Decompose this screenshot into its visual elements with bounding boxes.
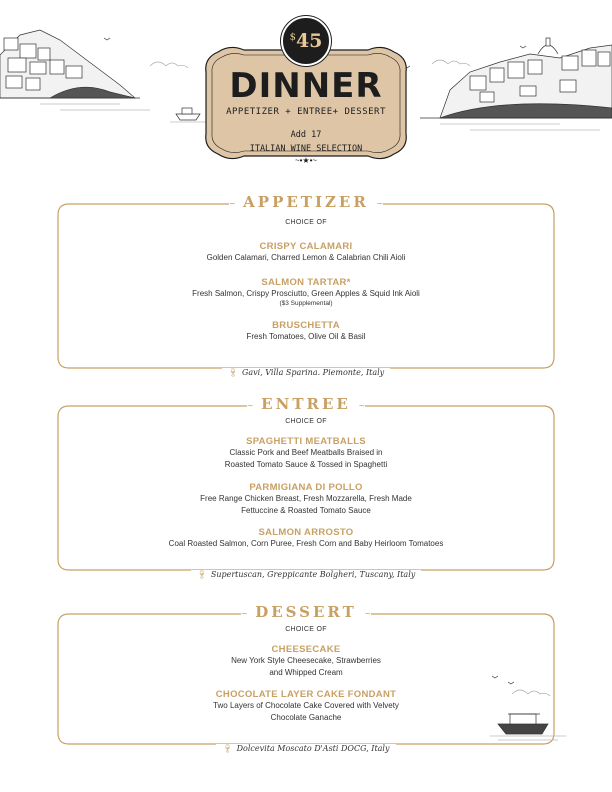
choice-label: CHOICE OF [285,626,327,633]
menu-item [57,436,555,471]
item-note: ($3 Supplemental) [279,300,333,307]
menu-item [57,527,555,550]
section-heading [57,193,555,212]
menu-subtitle: APPETIZER + ENTREE+ DESSERT [226,107,386,117]
item-desc: Chocolate Ganache [270,713,342,722]
scroll-ornament-icon: ~ [247,401,254,412]
scroll-ornament-icon: ~ [358,401,365,412]
item-desc: Golden Calamari, Charred Lemon & Calabrian Chili Aioli [206,253,406,262]
wine-text: Dolcevita Moscato D'Asti DOCG, Italy [236,744,390,753]
menu-item [57,320,555,343]
section-appetizer [57,193,555,377]
menu-item [57,277,555,307]
item-desc: Fresh Salmon, Crispy Prosciutto, Green Apples & Squid Ink Aioli [192,289,420,298]
section-title: DESSERT [247,603,365,621]
wine-pairing [57,362,555,380]
section-dessert [57,603,555,753]
wine-addon [196,128,416,156]
item-desc: and Whipped Cream [269,668,343,677]
item-name: SPAGHETTI MEATBALLS [246,436,366,447]
wine-text: Gavi, Villa Sparina. Piemonte, Italy [241,368,385,377]
choice-label: CHOICE OF [285,219,327,226]
wine-glass-icon: 🍷︎ [227,368,238,377]
item-desc: Fettuccine & Roasted Tomato Sauce [241,506,371,515]
item-desc: Fresh Tomatoes, Olive Oil & Basil [246,332,366,341]
menu-item [57,689,555,724]
addon-price: Add 17 [290,130,322,140]
choice-label: CHOICE OF [285,418,327,425]
section-entree [57,395,555,579]
wine-glass-icon: 🍷︎ [196,570,207,579]
addon-label: ITALIAN WINE SELECTION [249,144,363,154]
menu-item [57,644,555,679]
scroll-ornament-icon: ~ [241,609,248,620]
menu-item [57,482,555,517]
section-title: APPETIZER [235,193,377,211]
wine-text: Supertuscan, Greppicante Bolgheri, Tuscany, Italy [210,570,416,579]
item-desc: Classic Pork and Beef Meatballs Braised in [229,448,383,457]
section-heading [57,395,555,414]
boat-illustration [488,672,568,742]
scroll-ornament-icon: ~ [229,199,236,210]
menu-item [57,241,555,264]
item-desc: New York Style Cheesecake, Strawberries [231,656,381,665]
item-name: SALMON ARROSTO [258,527,354,538]
scroll-ornament-icon: ~ [364,609,371,620]
menu-title: DINNER [229,66,383,106]
wine-glass-icon: 🍷︎ [222,744,233,753]
item-name: CHEESECAKE [271,644,341,655]
price-currency: $ [289,31,296,43]
section-heading [57,603,555,622]
wine-pairing [57,564,555,582]
item-desc: Free Range Chicken Breast, Fresh Mozzarella, Fresh Made [200,494,412,503]
flourish-icon: ~•★•~ [294,156,318,165]
item-name: CHOCOLATE LAYER CAKE FONDANT [215,689,397,700]
scroll-ornament-icon: ~ [376,199,383,210]
item-name: CRISPY CALAMARI [259,241,353,252]
price-badge [281,16,331,66]
section-title: ENTREE [253,395,359,413]
item-desc: Two Layers of Chocolate Cake Covered with Velvety [213,701,399,710]
item-name: BRUSCHETTA [272,320,340,331]
item-name: SALMON TARTAR* [261,277,351,288]
wine-pairing [57,738,555,756]
item-desc: Coal Roasted Salmon, Corn Puree, Fresh Corn and Baby Heirloom Tomatoes [168,539,444,548]
price-amount: 45 [295,30,323,52]
item-name: PARMIGIANA DI POLLO [249,482,363,493]
item-desc: Roasted Tomato Sauce & Tossed in Spaghetti [224,460,388,469]
